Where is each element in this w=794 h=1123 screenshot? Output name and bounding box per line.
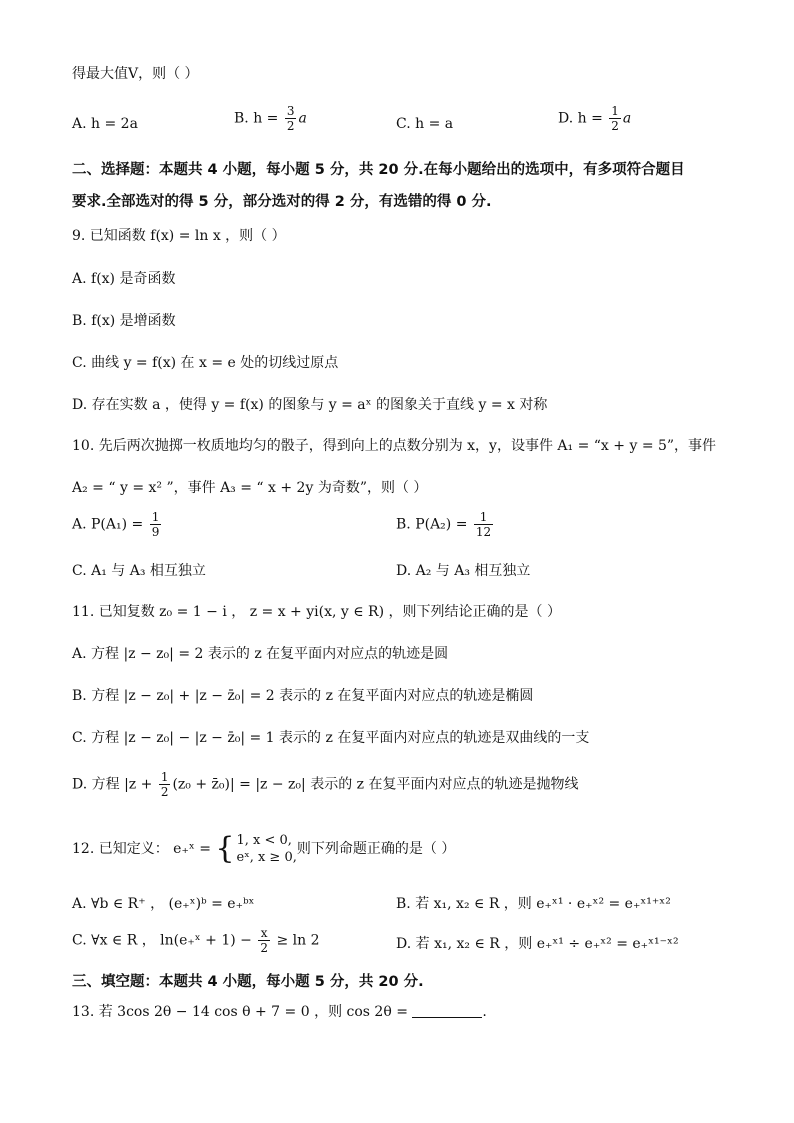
q9-option-b: B. f(x) 是增函数 bbox=[72, 313, 176, 329]
q9-stem: 9. 已知函数 f(x) = ln x ，则（ ） bbox=[72, 228, 286, 244]
q9-option-d: D. 存在实数 a ，使得 y = f(x) 的图象与 y = aˣ 的图象关于直线 y = x 对称 bbox=[72, 397, 548, 413]
q12-option-c: C. ∀x ∈ R ， ln(e₊ˣ + 1) − $\frac{x}{2}$ ≥ ln 2 bbox=[72, 926, 320, 955]
q11-option-c: C. 方程 |z − z₀| − |z − z̄₀| = 1 表示的 z 在复平面内对应点的轨迹是双曲线的一支 bbox=[72, 730, 590, 746]
q9-option-a: A. f(x) 是奇函数 bbox=[72, 271, 176, 287]
q11-option-b: B. 方程 |z − z₀| + |z − z̄₀| = 2 表示的 z 在复平面内对应点的轨迹是椭圆 bbox=[72, 688, 534, 704]
q12-option-d: D. 若 x₁, x₂ ∈ R ，则 e₊ˣ¹ ÷ e₊ˣ² = e₊ˣ¹⁻ˣ² bbox=[396, 936, 679, 952]
q8-option-b: B. h = $\frac{3}{2}$ a bbox=[234, 104, 307, 133]
q8-option-d: D. h = $\frac{1}{2}$ a bbox=[558, 104, 632, 133]
q10-option-c: C. A₁ 与 A₃ 相互独立 bbox=[72, 563, 206, 579]
q11-option-d: D. 方程 |z + $\frac{1}{2}$ (z₀ + z̄₀)| = |z − z₀| 表示的 z 在复平面内对应点的轨迹是抛物线 bbox=[72, 770, 579, 799]
q12-stem: 12. 已知定义： e₊ˣ = { 1, x < 0, eˣ, x ≥ 0, 则下列命题正确的是（ ） bbox=[72, 831, 456, 866]
q11-stem: 11. 已知复数 z₀ = 1 − i ， z = x + yi(x, y ∈ R) ，则下列结论正确的是（ ） bbox=[72, 604, 561, 620]
q8-stem: 得最大值V，则（ ） bbox=[72, 66, 199, 82]
q10-stem-line1: 10. 先后两次抛掷一枚质地均匀的骰子，得到向上的点数分别为 x，y，设事件 A₁ = “x + y = 5”，事件 bbox=[72, 438, 717, 454]
q8-option-c: C. h = a bbox=[396, 116, 454, 132]
q8-option-a: A. h = 2a bbox=[72, 116, 138, 132]
q10-option-b: B. P(A₂) = $\frac{1}{12}$ bbox=[396, 510, 492, 539]
q11-option-a: A. 方程 |z − z₀| = 2 表示的 z 在复平面内对应点的轨迹是圆 bbox=[72, 646, 449, 662]
section2-heading-line2: 要求.全部选对的得 5 分，部分选对的得 2 分，有选错的得 0 分. bbox=[72, 194, 492, 210]
section2-heading-line1: 二、选择题：本题共 4 小题，每小题 5 分，共 20 分.在每小题给出的选项中，有多项符合题目 bbox=[72, 162, 685, 178]
q10-option-d: D. A₂ 与 A₃ 相互独立 bbox=[396, 563, 531, 579]
q9-option-c: C. 曲线 y = f(x) 在 x = e 处的切线过原点 bbox=[72, 355, 339, 371]
section3-heading: 三、填空题：本题共 4 小题，每小题 5 分，共 20 分. bbox=[72, 974, 424, 990]
q12-option-b: B. 若 x₁, x₂ ∈ R ，则 e₊ˣ¹ · e₊ˣ² = e₊ˣ¹⁺ˣ² bbox=[396, 896, 671, 912]
q12-option-a: A. ∀b ∈ R⁺ ， (e₊ˣ)ᵇ = e₊ᵇˣ bbox=[72, 896, 255, 912]
q13-stem: 13. 若 3cos 2θ − 14 cos θ + 7 = 0 ，则 cos 2θ = . bbox=[72, 1004, 487, 1020]
answer-blank[interactable] bbox=[412, 1003, 482, 1018]
q10-option-a: A. P(A₁) = $\frac{1}{9}$ bbox=[72, 510, 160, 539]
q10-stem-line2: A₂ = “ y = x² ”，事件 A₃ = “ x + 2y 为奇数”，则（ ） bbox=[72, 480, 428, 496]
